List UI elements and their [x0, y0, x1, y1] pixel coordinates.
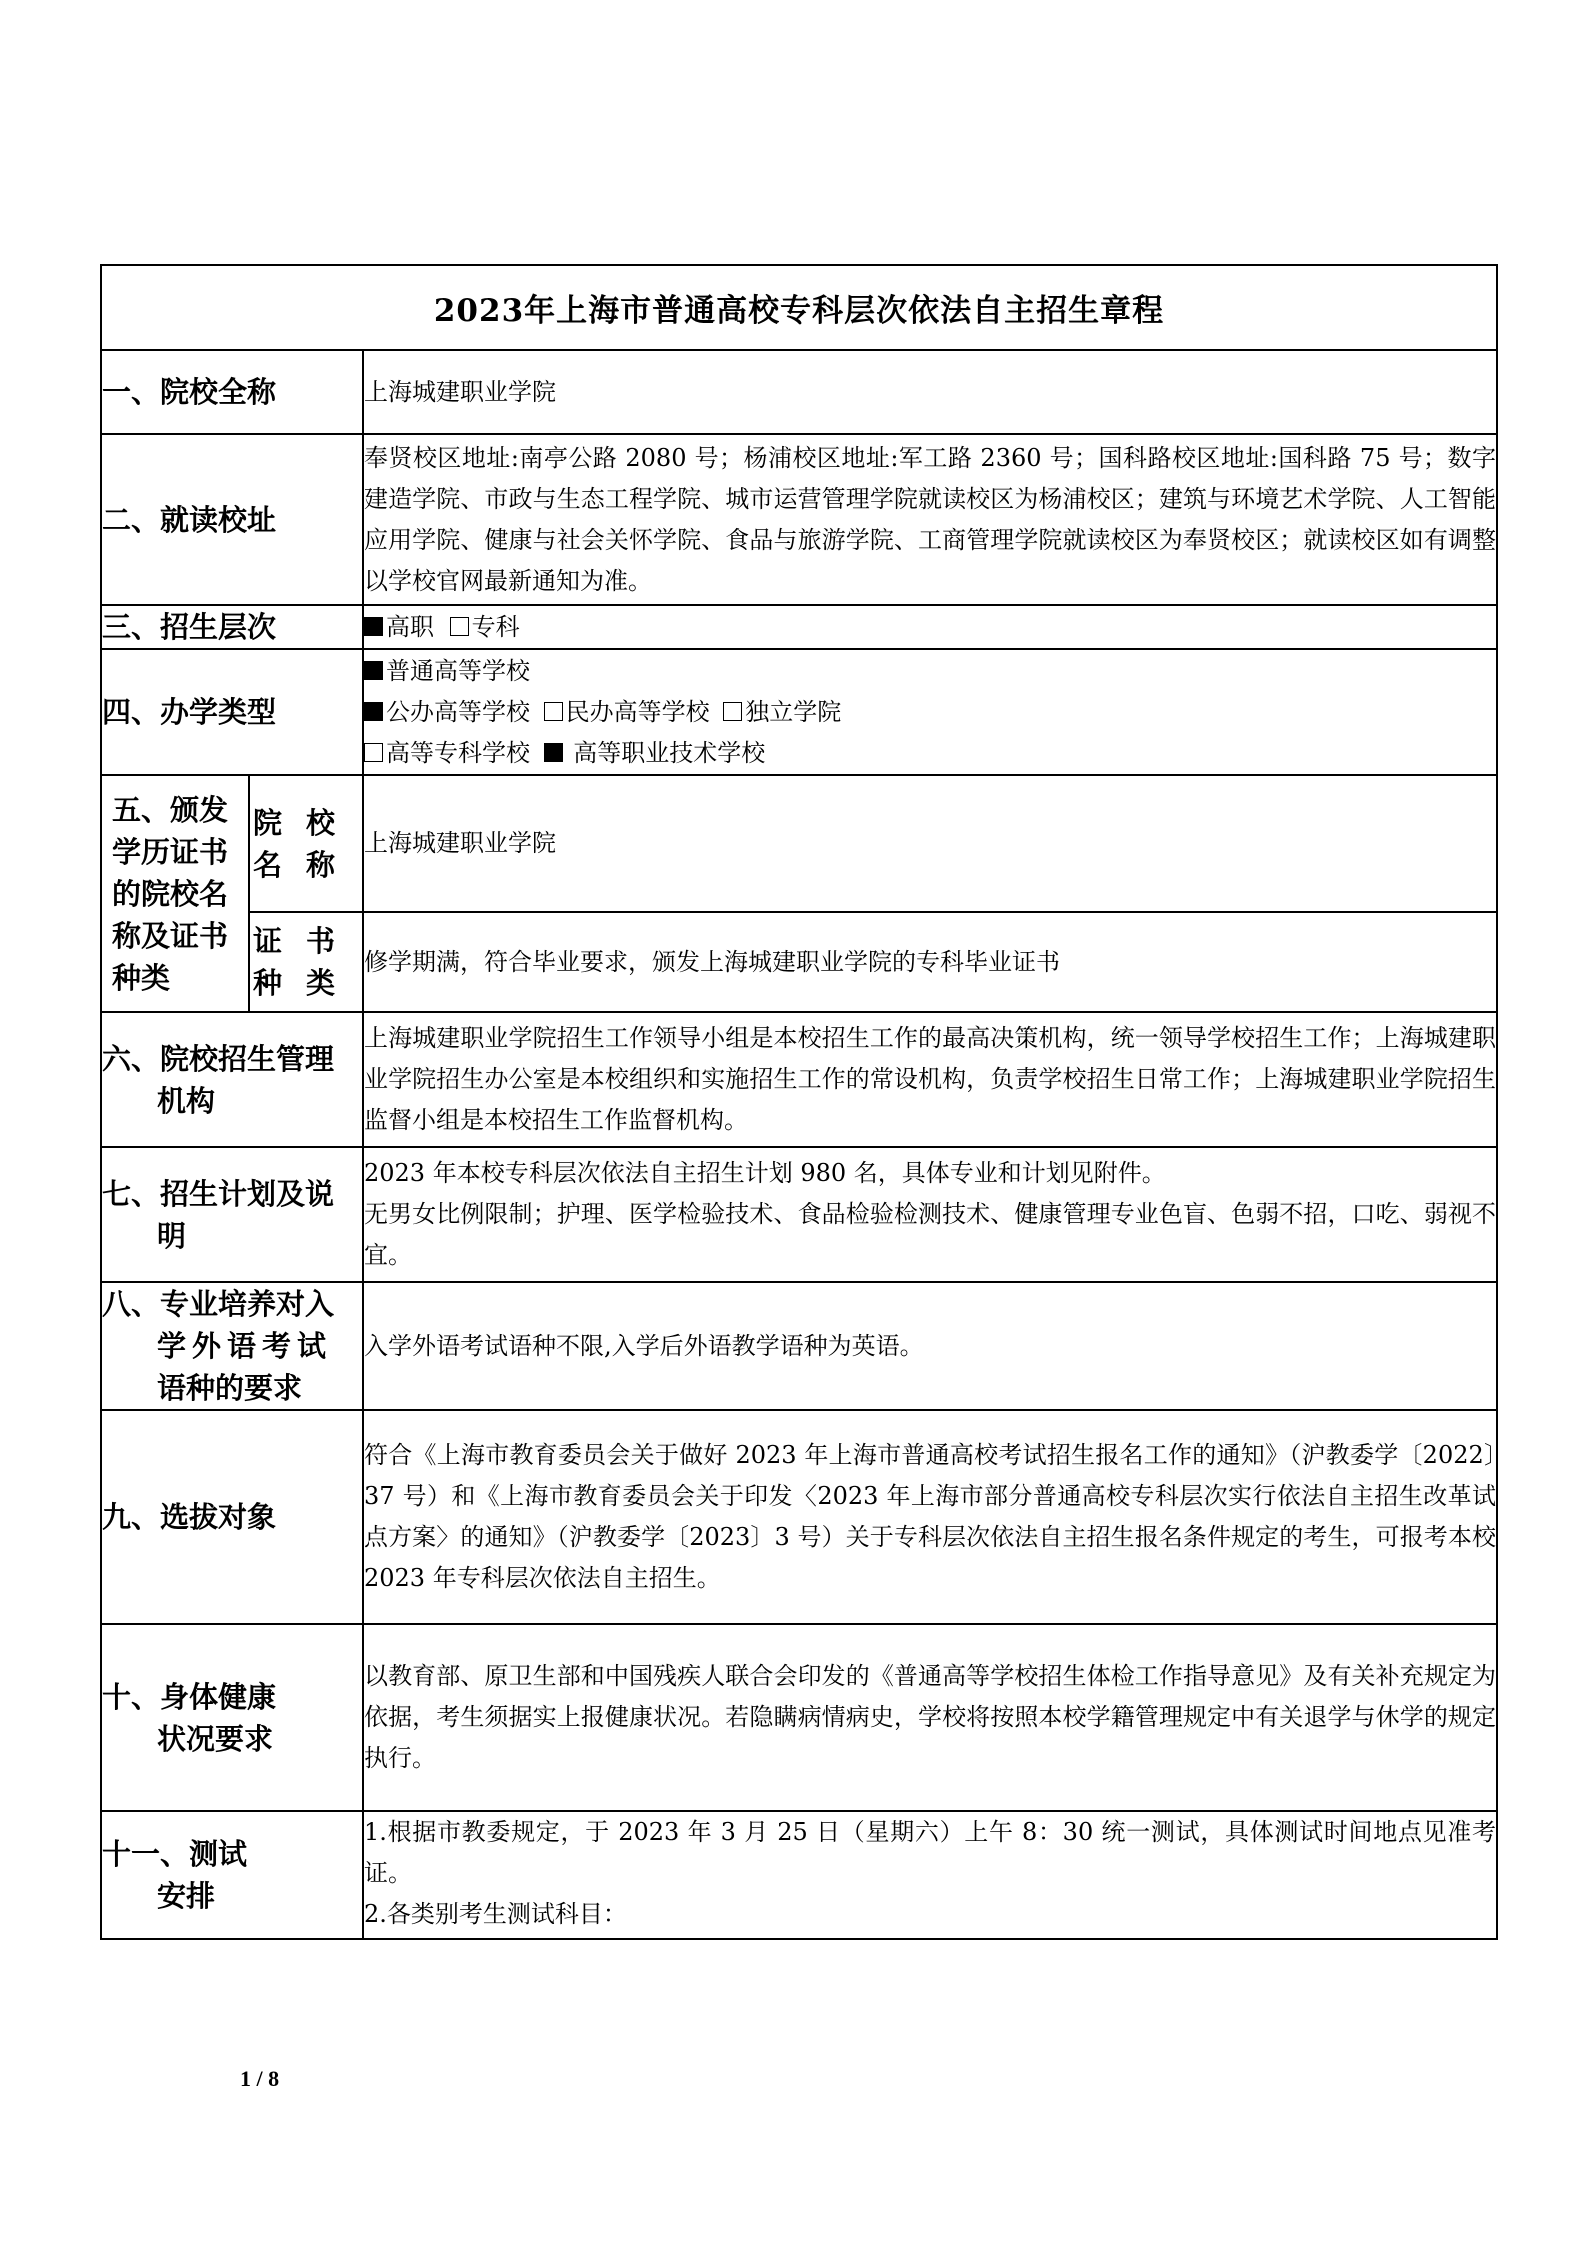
type-line-1: 普通高等学校	[364, 651, 1496, 692]
page-title: 2023年上海市普通高校专科层次依法自主招生章程	[101, 265, 1497, 350]
page-number: 1 / 8	[240, 2066, 280, 2091]
section-content-plan	[363, 1147, 1497, 1282]
admissions-charter-table	[100, 264, 1498, 1940]
type-line-2: 公办高等学校 民办高等学校 独立学院	[364, 692, 1496, 733]
section-label-campus: 二、就读校址	[101, 434, 363, 605]
section-row-school-type	[101, 649, 1497, 775]
section-label-health: 十、身体健康 状况要求	[101, 1624, 363, 1811]
section-label-test: 十一、测试 安排	[101, 1811, 363, 1939]
section-content-campus: 奉贤校区地址:南亭公路 2080 号；杨浦校区地址:军工路 2360 号；国科路校区地址:国科路 75 号；数字建造学院、市政与生态工程学院、城市运营管理学院就读校区为杨浦校区；建筑与环境艺术学院、人工智能应用学院、健康与社会关怀学院、食品与旅游学院、工商管理学院就读校区为奉贤校区；就读校区如有调整以学校官网最新通知为准。	[363, 434, 1497, 605]
checked-box-icon	[544, 743, 563, 762]
section-content-school-name: 上海城建职业学院	[363, 350, 1497, 434]
section-content-eligibility: 符合《上海市教育委员会关于做好 2023 年上海市普通高校考试招生报名工作的通知》（沪教委学〔2022〕37 号）和《上海市教育委员会关于印发〈2023 年上海市部分普通高校专科层次实行依法自主招生改革试点方案〉的通知》（沪教委学〔2023〕3 号）关于专科层次依法自主招生报名条件规定的考生，可报考本校 2023 年专科层次依法自主招生。	[363, 1410, 1497, 1624]
section-row-language	[101, 1282, 1497, 1410]
section-content-management: 上海城建职业学院招生工作领导小组是本校招生工作的最高决策机构，统一领导学校招生工作；上海城建职业学院招生办公室是本校组织和实施招生工作的常设机构，负责学校招生日常工作；上海城建职业学院招生监督小组是本校招生工作监督机构。	[363, 1012, 1497, 1147]
checked-box-icon	[364, 702, 383, 721]
section-row-health	[101, 1624, 1497, 1811]
unchecked-box-icon	[723, 702, 742, 721]
plan-paragraph: 无男女比例限制；护理、医学检验技术、食品检验检测技术、健康管理专业色盲、色弱不招，口吃、弱视不宜。	[364, 1200, 1496, 1269]
section-label-school-name: 一、院校全称	[101, 350, 363, 434]
section-content-level	[363, 605, 1497, 649]
section-label-level: 三、招生层次	[101, 605, 363, 649]
section-row-certificate-school	[101, 775, 1497, 912]
section-content-test	[363, 1811, 1497, 1939]
plan-paragraph: 2023 年本校专科层次依法自主招生计划 980 名，具体专业和计划见附件。	[364, 1159, 1166, 1187]
section-row-level	[101, 605, 1497, 649]
section-label-plan: 七、招生计划及说 明	[101, 1147, 363, 1282]
level-option: 高职	[364, 613, 434, 641]
section-label-language: 八、专业培养对入 学外语考试 语种的要求	[101, 1282, 363, 1410]
certificate-school-name: 上海城建职业学院	[363, 775, 1497, 912]
section-content-health: 以教育部、原卫生部和中国残疾人联合会印发的《普通高等学校招生体检工作指导意见》及有关补充规定为依据，考生须据实上报健康状况。若隐瞒病情病史，学校将按照本校学籍管理规定中有关退学与休学的规定执行。	[363, 1624, 1497, 1811]
section-row-certificate-type	[101, 912, 1497, 1012]
sublabel-school-name: 院校 名称	[249, 775, 363, 912]
section-label-eligibility: 九、选拔对象	[101, 1410, 363, 1624]
section-label-management: 六、院校招生管理 机构	[101, 1012, 363, 1147]
checked-box-icon	[364, 661, 383, 680]
test-paragraph: 1.根据市教委规定，于 2023 年 3 月 25 日（星期六）上午 8：30 统一测试，具体测试时间地点见准考证。	[364, 1818, 1496, 1887]
type-line-3: 高等专科学校 高等职业技术学校	[364, 733, 1496, 774]
section-label-certificate: 五、颁发 学历证书 的院校名 称及证书 种类	[101, 775, 249, 1012]
level-option: 专科	[450, 613, 520, 641]
unchecked-box-icon	[364, 743, 383, 762]
section-row-test	[101, 1811, 1497, 1939]
checked-box-icon	[364, 617, 383, 636]
section-content-school-type	[363, 649, 1497, 775]
title-row	[101, 265, 1497, 350]
section-row-plan	[101, 1147, 1497, 1282]
certificate-type: 修学期满，符合毕业要求，颁发上海城建职业学院的专科毕业证书	[363, 912, 1497, 1012]
section-row-management	[101, 1012, 1497, 1147]
sublabel-certificate-type: 证书 种类	[249, 912, 363, 1012]
section-row-campus	[101, 434, 1497, 605]
section-label-school-type: 四、办学类型	[101, 649, 363, 775]
unchecked-box-icon	[544, 702, 563, 721]
section-row-eligibility	[101, 1410, 1497, 1624]
section-content-language: 入学外语考试语种不限,入学后外语教学语种为英语。	[363, 1282, 1497, 1410]
section-row-school-name	[101, 350, 1497, 434]
unchecked-box-icon	[450, 617, 469, 636]
test-paragraph: 2.各类别考生测试科目：	[364, 1900, 627, 1928]
